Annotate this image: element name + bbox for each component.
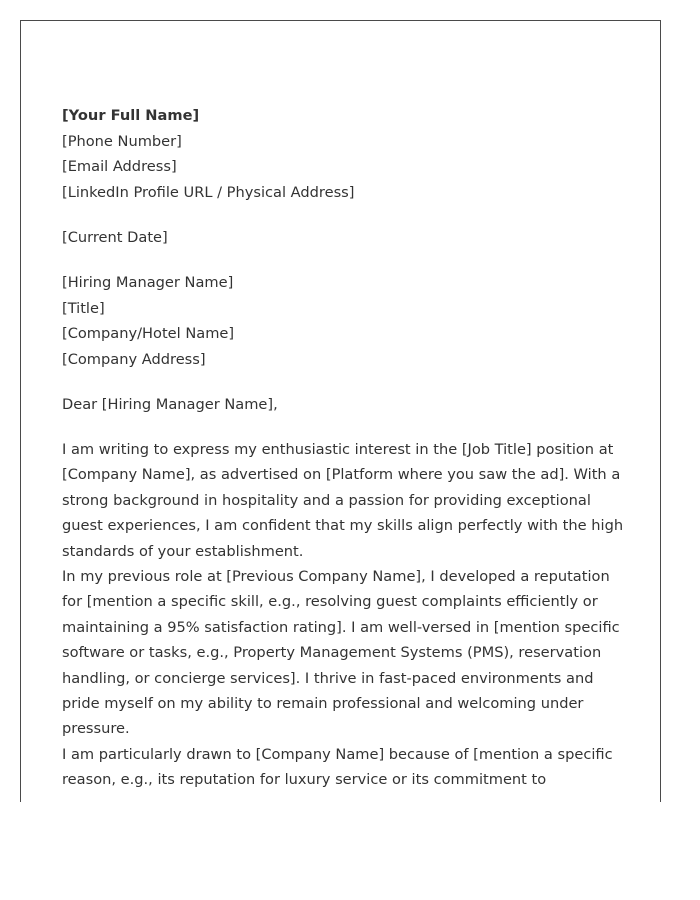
letter-date: [Current Date] <box>62 228 168 246</box>
sender-email: [Email Address] <box>62 158 177 176</box>
sender-block <box>62 103 627 205</box>
sender-phone: [Phone Number] <box>62 132 182 150</box>
body-paragraph-experience: In my previous role at [Previous Company Name], I developed a reputation for [mention a specific skill, e.g., resolving guest complaints efficiently or maintaining a 95% satisfaction rating]. I am well-versed in [mention specific software or tasks, e.g., Property Management Systems (PMS), reservation handling, or concierge services]. I thrive in fast-paced environments and pride myself on my ability to remain professional and welcoming under pressure. <box>62 567 620 738</box>
recipient-name: [Hiring Manager Name] <box>62 273 234 291</box>
body-paragraph-motivation: I am particularly drawn to [Company Name] because of [mention a specific reason, e.g., its reputation for luxury service or its commitment to <box>62 745 613 789</box>
sender-address: [LinkedIn Profile URL / Physical Address] <box>62 183 355 201</box>
recipient-block <box>62 270 627 372</box>
recipient-address: [Company Address] <box>62 350 206 368</box>
date-block <box>62 225 627 251</box>
cover-letter-body <box>62 103 627 793</box>
recipient-title: [Title] <box>62 299 105 317</box>
body-paragraph-intro: I am writing to express my enthusiastic interest in the [Job Title] position at [Company Name], as advertised on [Platform where you saw the ad]. With a strong background in hospitality and a passion for providing exceptional guest experiences, I am confident that my skills align perfectly with the high standards of your establishment. <box>62 440 624 560</box>
salutation-block <box>62 392 627 418</box>
sender-name: [Your Full Name] <box>62 107 200 124</box>
document-page <box>20 20 661 802</box>
salutation: Dear [Hiring Manager Name], <box>62 395 278 413</box>
recipient-company: [Company/Hotel Name] <box>62 325 235 343</box>
